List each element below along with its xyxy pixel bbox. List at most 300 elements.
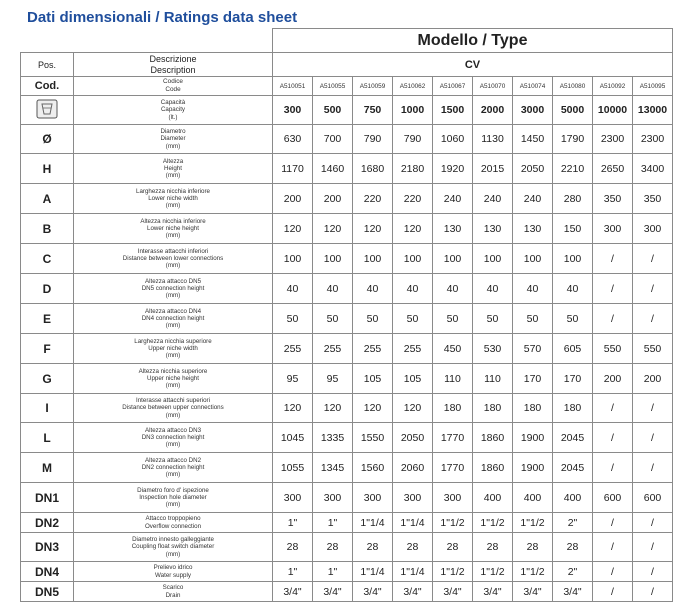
- value-cell: 500: [313, 96, 353, 125]
- table-row: [21, 483, 673, 513]
- cv-header: CV: [273, 53, 673, 77]
- value-cell: 240: [513, 184, 553, 214]
- value-cell: 120: [353, 394, 393, 423]
- value-cell: 28: [273, 533, 313, 562]
- value-cell: 1"1/4: [393, 562, 433, 582]
- value-cell: 130: [513, 214, 553, 244]
- value-cell: 40: [513, 274, 553, 304]
- value-cell: 300: [593, 214, 633, 244]
- value-cell: 400: [473, 483, 513, 513]
- value-cell: 100: [553, 244, 593, 274]
- table-row: [21, 184, 673, 214]
- value-cell: 750: [353, 96, 393, 125]
- value-cell: 1045: [273, 423, 313, 453]
- table-row: [21, 562, 673, 582]
- value-cell: 300: [353, 483, 393, 513]
- value-cell: /: [593, 513, 633, 533]
- value-cell: 400: [553, 483, 593, 513]
- value-cell: 13000: [633, 96, 673, 125]
- value-cell: 1"1/2: [473, 513, 513, 533]
- ratings-table: [20, 28, 673, 602]
- value-cell: 1"1/2: [473, 562, 513, 582]
- value-cell: 1"1/2: [513, 513, 553, 533]
- value-cell: 1450: [513, 125, 553, 154]
- value-cell: /: [633, 394, 673, 423]
- row-description: [74, 334, 273, 364]
- table-row: [21, 125, 673, 154]
- description-line: Lower niche width: [148, 194, 198, 202]
- value-cell: /: [633, 244, 673, 274]
- value-cell: 5000: [553, 96, 593, 125]
- page-title: Dati dimensionali / Ratings data sheet: [27, 9, 298, 26]
- model-code-cell: A510092: [593, 77, 633, 96]
- value-cell: 255: [393, 334, 433, 364]
- value-cell: 120: [393, 394, 433, 423]
- value-cell: 150: [553, 214, 593, 244]
- value-cell: 255: [313, 334, 353, 364]
- value-cell: 605: [553, 334, 593, 364]
- description-line: Altezza nicchia inferiore: [140, 217, 206, 225]
- model-code-cell: A510080: [553, 77, 593, 96]
- value-cell: 1": [313, 562, 353, 582]
- value-cell: 1680: [353, 154, 393, 184]
- value-cell: 2": [553, 513, 593, 533]
- value-cell: 255: [353, 334, 393, 364]
- value-cell: 3/4": [553, 582, 593, 602]
- row-description: [74, 562, 273, 582]
- value-cell: 1770: [433, 423, 473, 453]
- header-blank: [21, 29, 273, 53]
- value-cell: 200: [593, 364, 633, 394]
- value-cell: 1170: [273, 154, 313, 184]
- row-pos-label: DN2: [21, 513, 74, 533]
- description-line: Altezza attacco DN2: [144, 456, 202, 464]
- model-code-cell: A510095: [633, 77, 673, 96]
- row-description: [74, 274, 273, 304]
- row-pos-label: Ø: [21, 125, 74, 154]
- table-row: [21, 364, 673, 394]
- value-cell: 28: [433, 533, 473, 562]
- tank-capacity-icon: [36, 99, 58, 122]
- value-cell: 2045: [553, 453, 593, 483]
- value-cell: 50: [433, 304, 473, 334]
- row-pos-label: B: [21, 214, 74, 244]
- row-description: [74, 483, 273, 513]
- row-description: [74, 513, 273, 533]
- description-line: (mm): [165, 232, 181, 240]
- value-cell: 1860: [473, 423, 513, 453]
- description-line: Distance between lower connections: [122, 254, 224, 262]
- value-cell: 1900: [513, 453, 553, 483]
- value-cell: /: [593, 274, 633, 304]
- table-row: [21, 513, 673, 533]
- pos-header: Pos.: [21, 53, 74, 77]
- value-cell: 255: [273, 334, 313, 364]
- row-description: [74, 453, 273, 483]
- value-cell: 300: [273, 96, 313, 125]
- value-cell: 40: [473, 274, 513, 304]
- model-code-cell: A510062: [393, 77, 433, 96]
- value-cell: 300: [633, 214, 673, 244]
- value-cell: 300: [393, 483, 433, 513]
- value-cell: /: [593, 562, 633, 582]
- value-cell: 3/4": [353, 582, 393, 602]
- value-cell: /: [633, 274, 673, 304]
- description-line: (mm): [165, 382, 181, 390]
- row-pos-label: Cod.: [21, 77, 74, 96]
- value-cell: 3/4": [473, 582, 513, 602]
- value-cell: 530: [473, 334, 513, 364]
- value-cell: 170: [553, 364, 593, 394]
- value-cell: 50: [393, 304, 433, 334]
- model-type-header: Modello / Type: [273, 29, 673, 53]
- value-cell: 110: [433, 364, 473, 394]
- value-cell: 1"1/2: [433, 562, 473, 582]
- value-cell: 100: [433, 244, 473, 274]
- description-line: Diametro: [160, 128, 186, 136]
- value-cell: 1"1/4: [353, 513, 393, 533]
- value-cell: 40: [353, 274, 393, 304]
- value-cell: /: [593, 423, 633, 453]
- value-cell: 630: [273, 125, 313, 154]
- description-line: (mm): [165, 202, 181, 210]
- description-line: (mm): [165, 352, 181, 360]
- table-row: [21, 244, 673, 274]
- value-cell: 2050: [513, 154, 553, 184]
- row-description: [74, 423, 273, 453]
- value-cell: 790: [353, 125, 393, 154]
- value-cell: 1": [313, 513, 353, 533]
- description-line: Altezza attacco DN3: [144, 426, 202, 434]
- table-row: [21, 334, 673, 364]
- value-cell: 95: [273, 364, 313, 394]
- description-line: (mm): [165, 292, 181, 300]
- row-pos-label: E: [21, 304, 74, 334]
- row-description: [74, 154, 273, 184]
- value-cell: 280: [553, 184, 593, 214]
- value-cell: /: [593, 453, 633, 483]
- description-line: Distance between upper connections: [122, 404, 224, 412]
- row-description: [74, 244, 273, 274]
- value-cell: 350: [633, 184, 673, 214]
- description-line: Code: [165, 86, 181, 93]
- value-cell: 95: [313, 364, 353, 394]
- description-line: Capacity: [160, 106, 186, 114]
- description-line: Interasse attacchi superiori: [136, 397, 210, 405]
- value-cell: 50: [273, 304, 313, 334]
- value-cell: 100: [473, 244, 513, 274]
- table-row: [21, 582, 673, 602]
- value-cell: 550: [633, 334, 673, 364]
- table-row: [21, 304, 673, 334]
- value-cell: 120: [353, 214, 393, 244]
- table-row: [21, 453, 673, 483]
- description-line: Altezza attacco DN4: [144, 307, 202, 315]
- row-pos-label: DN4: [21, 562, 74, 582]
- value-cell: 2050: [393, 423, 433, 453]
- value-cell: /: [633, 423, 673, 453]
- row-description: [74, 125, 273, 154]
- value-cell: 2300: [633, 125, 673, 154]
- value-cell: 300: [273, 483, 313, 513]
- value-cell: /: [593, 304, 633, 334]
- value-cell: 28: [513, 533, 553, 562]
- row-pos-label: A: [21, 184, 74, 214]
- value-cell: /: [633, 453, 673, 483]
- value-cell: 350: [593, 184, 633, 214]
- value-cell: /: [633, 304, 673, 334]
- value-cell: 240: [473, 184, 513, 214]
- model-code-cell: A510067: [433, 77, 473, 96]
- description-line: (mm): [165, 441, 181, 449]
- description-line: Altezza nicchia superiore: [138, 367, 208, 375]
- description-line: Water supply: [155, 571, 191, 579]
- value-cell: 105: [393, 364, 433, 394]
- description-line: (mm): [165, 142, 181, 150]
- value-cell: 1900: [513, 423, 553, 453]
- value-cell: 180: [553, 394, 593, 423]
- value-cell: 3/4": [313, 582, 353, 602]
- value-cell: 3/4": [513, 582, 553, 602]
- value-cell: 200: [313, 184, 353, 214]
- value-cell: 50: [473, 304, 513, 334]
- value-cell: 120: [273, 214, 313, 244]
- value-cell: 2015: [473, 154, 513, 184]
- description-line: Coupling float switch diameter: [131, 543, 215, 551]
- value-cell: /: [593, 394, 633, 423]
- value-cell: 50: [553, 304, 593, 334]
- description-line: Codice: [163, 78, 183, 85]
- row-description: [74, 184, 273, 214]
- description-line: Inspection hole diameter: [139, 493, 207, 501]
- value-cell: 50: [313, 304, 353, 334]
- value-cell: 100: [513, 244, 553, 274]
- value-cell: 1920: [433, 154, 473, 184]
- value-cell: /: [593, 533, 633, 562]
- model-code-cell: A510059: [353, 77, 393, 96]
- value-cell: 550: [593, 334, 633, 364]
- value-cell: 105: [353, 364, 393, 394]
- description-line: Altezza attacco DN5: [144, 277, 202, 285]
- value-cell: 200: [273, 184, 313, 214]
- value-cell: 1770: [433, 453, 473, 483]
- description-line: (mm): [165, 501, 181, 509]
- description-line: Overflow connection: [144, 522, 202, 530]
- value-cell: 3000: [513, 96, 553, 125]
- value-cell: 300: [433, 483, 473, 513]
- value-cell: 1790: [553, 125, 593, 154]
- description-line: Drain: [165, 591, 181, 599]
- description-line: DN2 connection height: [141, 463, 205, 471]
- row-pos-label: F: [21, 334, 74, 364]
- value-cell: /: [633, 533, 673, 562]
- description-line: Diameter: [160, 135, 186, 143]
- value-cell: 2180: [393, 154, 433, 184]
- value-cell: 28: [353, 533, 393, 562]
- description-line: (mm): [165, 262, 181, 270]
- value-cell: 100: [353, 244, 393, 274]
- row-description: [74, 364, 273, 394]
- row-pos-label: DN1: [21, 483, 74, 513]
- description-line: Larghezza nicchia inferiore: [136, 187, 210, 195]
- value-cell: 3/4": [273, 582, 313, 602]
- value-cell: 40: [393, 274, 433, 304]
- model-code-cell: A510074: [513, 77, 553, 96]
- table-row: [21, 154, 673, 184]
- description-line: Scarico: [162, 584, 184, 592]
- value-cell: 110: [473, 364, 513, 394]
- value-cell: 3/4": [433, 582, 473, 602]
- row-pos-label: D: [21, 274, 74, 304]
- description-line: Diametro innesto galleggiante: [132, 536, 214, 544]
- value-cell: 2045: [553, 423, 593, 453]
- description-line: DN5 connection height: [141, 284, 205, 292]
- table-row: [21, 274, 673, 304]
- value-cell: 130: [433, 214, 473, 244]
- row-description: [74, 394, 273, 423]
- row-pos-label: L: [21, 423, 74, 453]
- row-description: [74, 214, 273, 244]
- value-cell: 200: [633, 364, 673, 394]
- value-cell: 180: [473, 394, 513, 423]
- value-cell: 400: [513, 483, 553, 513]
- value-cell: 120: [313, 214, 353, 244]
- value-cell: /: [593, 582, 633, 602]
- table-row: [21, 394, 673, 423]
- row-description: [74, 582, 273, 602]
- value-cell: 100: [273, 244, 313, 274]
- model-code-cell: A510070: [473, 77, 513, 96]
- value-cell: /: [633, 582, 673, 602]
- value-cell: 1860: [473, 453, 513, 483]
- model-code-cell: A510055: [313, 77, 353, 96]
- row-description: [74, 77, 273, 96]
- value-cell: 50: [513, 304, 553, 334]
- description-line: (mm): [165, 471, 181, 479]
- row-pos-label: I: [21, 394, 74, 423]
- value-cell: 50: [353, 304, 393, 334]
- value-cell: 600: [593, 483, 633, 513]
- value-cell: 180: [513, 394, 553, 423]
- column-header-row: [21, 53, 673, 77]
- row-pos-label: G: [21, 364, 74, 394]
- value-cell: /: [593, 244, 633, 274]
- value-cell: 2000: [473, 96, 513, 125]
- description-line: Diametro foro d' ispezione: [137, 486, 209, 494]
- description-line: DN4 connection height: [141, 314, 205, 322]
- value-cell: 1345: [313, 453, 353, 483]
- value-cell: 180: [433, 394, 473, 423]
- description-line: Altezza: [162, 157, 184, 165]
- value-cell: 2": [553, 562, 593, 582]
- row-pos-label: M: [21, 453, 74, 483]
- description-line: (mm): [165, 172, 181, 180]
- value-cell: 40: [433, 274, 473, 304]
- value-cell: 1460: [313, 154, 353, 184]
- value-cell: 1": [273, 562, 313, 582]
- value-cell: 1"1/4: [353, 562, 393, 582]
- value-cell: 3/4": [393, 582, 433, 602]
- value-cell: 120: [273, 394, 313, 423]
- row-description: [74, 304, 273, 334]
- value-cell: 1000: [393, 96, 433, 125]
- description-line: Lower niche height: [147, 224, 199, 232]
- value-cell: 100: [313, 244, 353, 274]
- value-cell: 170: [513, 364, 553, 394]
- value-cell: 220: [393, 184, 433, 214]
- value-cell: 450: [433, 334, 473, 364]
- description-line: Upper niche width: [148, 344, 198, 352]
- description-line: Larghezza nicchia superiore: [134, 337, 212, 345]
- table-row: [21, 423, 673, 453]
- description-line: (mm): [165, 550, 181, 558]
- value-cell: 130: [473, 214, 513, 244]
- value-cell: 1500: [433, 96, 473, 125]
- value-cell: 2060: [393, 453, 433, 483]
- model-header-row: [21, 29, 673, 53]
- value-cell: 2300: [593, 125, 633, 154]
- value-cell: 3400: [633, 154, 673, 184]
- description-line: DN3 connection height: [141, 433, 205, 441]
- value-cell: 40: [313, 274, 353, 304]
- value-cell: 570: [513, 334, 553, 364]
- value-cell: 1"1/2: [433, 513, 473, 533]
- description-line: Prelievo idrico: [153, 564, 193, 572]
- row-description: [74, 96, 273, 125]
- description-line: (mm): [165, 322, 181, 330]
- value-cell: 1130: [473, 125, 513, 154]
- value-cell: 120: [393, 214, 433, 244]
- value-cell: 28: [553, 533, 593, 562]
- model-code-cell: A510051: [273, 77, 313, 96]
- table-row: [21, 214, 673, 244]
- row-description: [74, 533, 273, 562]
- table-row: [21, 96, 673, 125]
- table-row: [21, 533, 673, 562]
- value-cell: 300: [313, 483, 353, 513]
- description-header-en: Description: [150, 64, 196, 75]
- value-cell: 2210: [553, 154, 593, 184]
- value-cell: 40: [273, 274, 313, 304]
- value-cell: 1"1/2: [513, 562, 553, 582]
- table-row: [21, 77, 673, 96]
- value-cell: 1055: [273, 453, 313, 483]
- description-line: Upper niche height: [147, 374, 199, 382]
- description-line: Height: [164, 164, 182, 172]
- value-cell: 28: [393, 533, 433, 562]
- value-cell: 600: [633, 483, 673, 513]
- value-cell: 100: [393, 244, 433, 274]
- description-line: (mm): [165, 411, 181, 419]
- value-cell: 1550: [353, 423, 393, 453]
- description-line: Interasse attacchi inferiori: [137, 247, 209, 255]
- value-cell: 28: [313, 533, 353, 562]
- value-cell: 28: [473, 533, 513, 562]
- value-cell: 40: [553, 274, 593, 304]
- row-pos-label: [21, 96, 74, 125]
- value-cell: 1": [273, 513, 313, 533]
- description-line: (lt.): [168, 113, 178, 121]
- row-pos-label: C: [21, 244, 74, 274]
- description-header-it: Descrizione: [149, 53, 197, 64]
- value-cell: 1335: [313, 423, 353, 453]
- value-cell: 1"1/4: [393, 513, 433, 533]
- value-cell: 2650: [593, 154, 633, 184]
- value-cell: 1060: [433, 125, 473, 154]
- row-pos-label: H: [21, 154, 74, 184]
- description-line: Capacità: [160, 99, 186, 107]
- value-cell: 240: [433, 184, 473, 214]
